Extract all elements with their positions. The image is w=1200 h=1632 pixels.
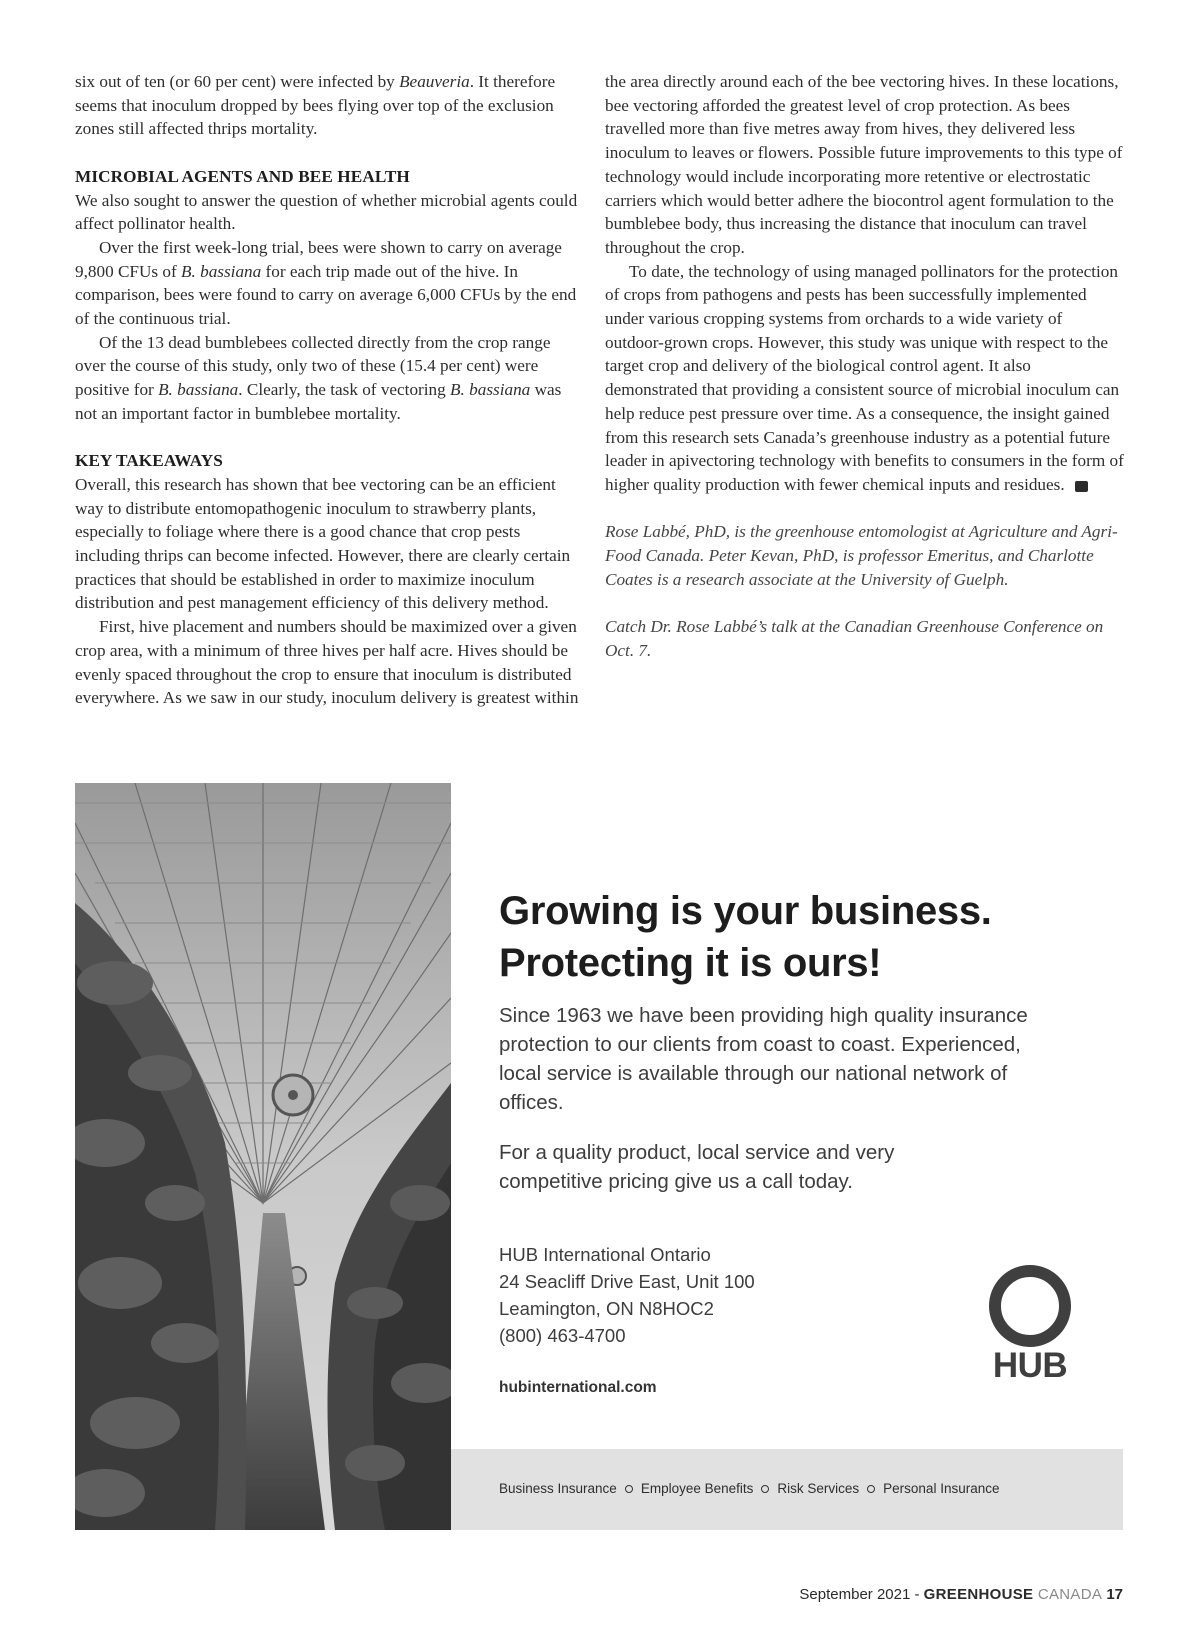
hub-logo xyxy=(985,1265,1075,1389)
service-item: Business Insurance xyxy=(499,1481,617,1496)
paragraph: six out of ten (or 60 per cent) were infected by Beauveria. It therefore seems that inoculum dropped by bees flying over top of the exclusion zones still affected thrips mortality. xyxy=(75,72,556,139)
section-heading: KEY TAKEAWAYS xyxy=(75,451,223,471)
talk-note: Catch Dr. Rose Labbé’s talk at the Canadian Greenhouse Conference on Oct. 7. xyxy=(605,617,1104,660)
paragraph: First, hive placement and numbers should be maximized over a given crop area, with a minimum of three hives per half acre. Hives should be evenly spaced throughout the crop to ensure that inoculum is distributed everywhere. As we saw in our study, inoculum delivery is greatest within xyxy=(75,617,579,708)
company-name: HUB International Ontario xyxy=(499,1244,711,1265)
magazine-subtitle: CANADA xyxy=(1033,1586,1103,1603)
ad-body: For a quality product, local service and very competitive pricing give us a call today. xyxy=(499,1141,895,1193)
address-line: 24 Seacliff Drive East, Unit 100 xyxy=(499,1271,755,1292)
paragraph: To date, the technology of using managed pollinators for the protection of crops from pathogens and pests has been successfully implemented under various cropping systems from orchards to a wide variety of outdoor-grown crops. However, this study was unique with respect to the target crop and delivery of the biological control agent. It also demonstrated that providing a consistent source of microbial inoculum can help reduce pest pressure over time. As a consequence, the insight gained from this research sets Canada’s greenhouse industry as a potential future leader in apivectoring technology with benefits to consumers in the form of higher quality production with fewer chemical inputs and residues. GC xyxy=(605,261,1124,494)
page-number: 17 xyxy=(1106,1586,1123,1603)
section-heading: MICROBIAL AGENTS AND BEE HEALTH xyxy=(75,166,410,186)
advertisement xyxy=(75,783,1123,1530)
paragraph: Of the 13 dead bumblebees collected directly from the crop range over the course of this study, only two of these (15.4 per cent) were positive for B. bassiana. Clearly, the task of vectoring B. bassiana was not an important factor in bumblebee mortality. xyxy=(75,332,562,423)
services-bar xyxy=(451,1449,1123,1530)
circle-bullet-icon xyxy=(867,1485,875,1493)
article-column-right xyxy=(605,70,1125,663)
service-item: Personal Insurance xyxy=(883,1481,1000,1496)
hub-logo-text: HUB xyxy=(992,1346,1068,1385)
circle-bullet-icon xyxy=(625,1485,633,1493)
issue-date: September 2021 - xyxy=(799,1586,924,1603)
article-column-left xyxy=(75,70,583,710)
service-item: Risk Services xyxy=(777,1481,860,1496)
page-footer xyxy=(799,1586,1123,1603)
address-line: Leamington, ON N8HOC2 xyxy=(499,1298,714,1319)
magazine-title: GREENHOUSE xyxy=(923,1586,1034,1603)
paragraph: We also sought to answer the question of whether microbial agents could affect pollinator health. xyxy=(75,190,578,234)
end-of-article-mark: GC xyxy=(1075,481,1088,492)
paragraph: Overall, this research has shown that bee vectoring can be an efficient way to distribute entomopathogenic inoculum to strawberry plants, especially to foliage where there is a good chance that crop pests including thrips can become infected. However, there are clearly certain practices that should be established in order to maximize inoculum distribution and pest management efficiency of this delivery method. xyxy=(75,474,571,613)
paragraph: the area directly around each of the bee vectoring hives. In these locations, bee vectoring afforded the greatest level of crop protection. As bees travelled more than five metres away from hives, they delivered less inoculum to leaves or flowers. Possible future improvements to this type of technology would include incorporating more retentive or electrostatic carriers which would better adhere the biocontrol agent formulation to the bumblebee body, thus increasing the distance that inoculum can travel throughout the crop. xyxy=(605,72,1123,257)
ad-contact xyxy=(499,1241,899,1349)
ad-headline: Growing is your business. Protecting it is ours! xyxy=(499,889,992,985)
greenhouse-photo xyxy=(75,783,451,1530)
service-item: Employee Benefits xyxy=(640,1481,754,1496)
paragraph: Over the first week-long trial, bees were shown to carry on average 9,800 CFUs of B. bassiana for each trip made out of the hive. In comparison, bees were found to carry on average 6,000 CFUs by the end of the continuous trial. xyxy=(75,237,577,329)
author-bio: Rose Labbé, PhD, is the greenhouse entomologist at Agriculture and Agri-Food Canada. Peter Kevan, PhD, is professor Emeritus, and Charlotte Coates is a research associate at the University of Guelph. xyxy=(605,522,1118,589)
hub-ring-icon xyxy=(989,1265,1071,1347)
phone-number: (800) 463-4700 xyxy=(499,1325,626,1346)
website-link[interactable]: hubinternational.com xyxy=(499,1379,657,1396)
ad-body: Since 1963 we have been providing high quality insurance protection to our clients from coast to coast. Experienced, local service is available through our national network of offices. xyxy=(499,1004,1028,1114)
circle-bullet-icon xyxy=(761,1485,769,1493)
